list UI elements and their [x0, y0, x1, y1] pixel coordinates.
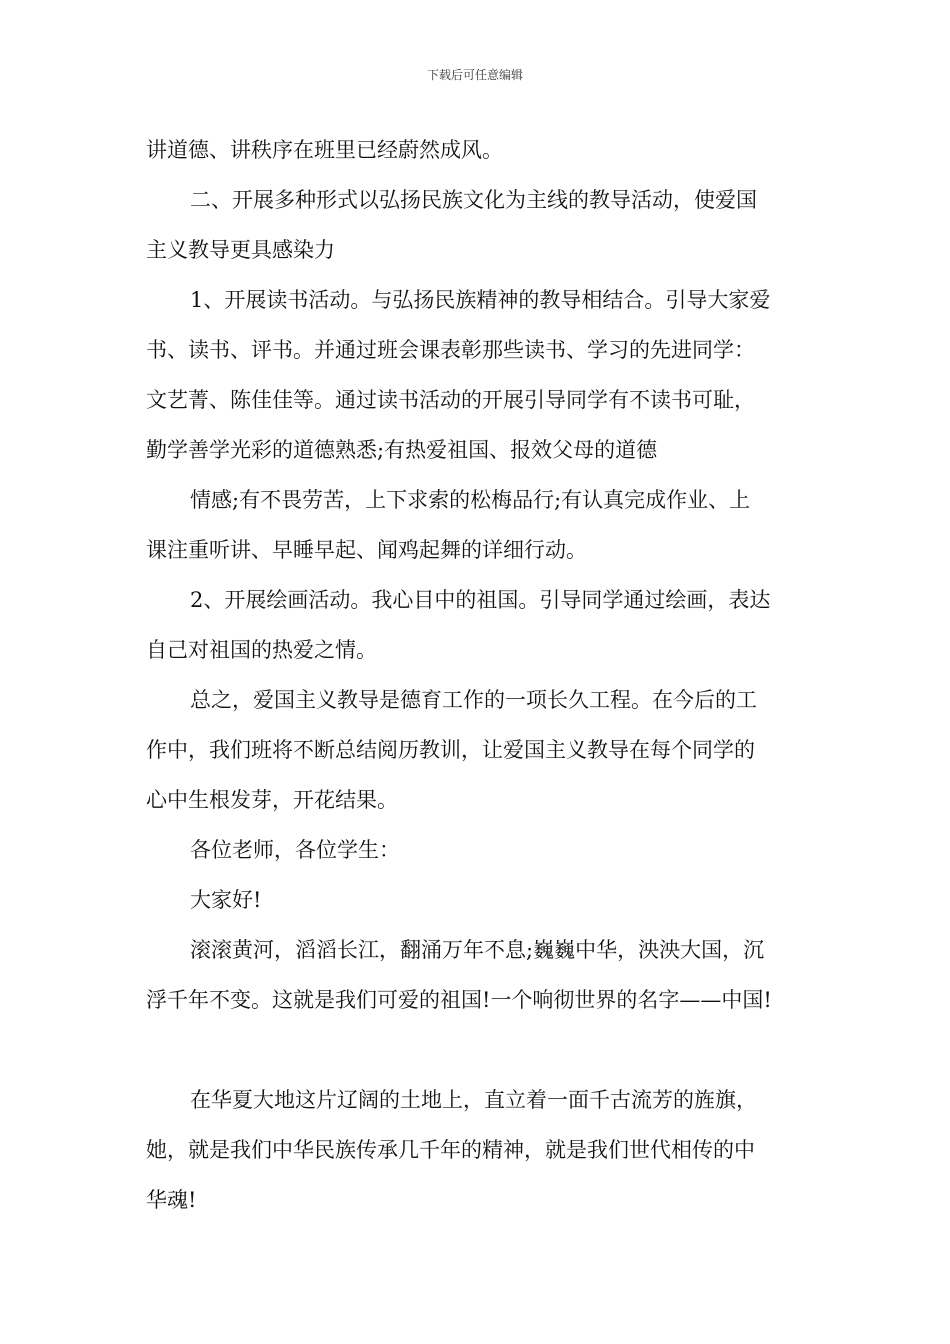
text-line: 华魂!	[146, 1188, 197, 1212]
text-line: 在华夏大地这片辽阔的土地上，直立着一面千古流芳的旌旗，	[190, 1088, 757, 1112]
section-heading: 主义教导更具感染力	[146, 238, 335, 262]
text-line: 浮千年不变。这就是我们可爱的祖国!一个响彻世界的名字——中国!	[146, 988, 772, 1012]
page-header: 下载后可任意编辑	[426, 68, 523, 82]
text-line: 勤学善学光彩的道德熟悉;有热爱祖国、报效父母的道德	[146, 438, 658, 462]
text-line: 滚滚黄河，滔滔长江，翻涌万年不息;巍巍中华，泱泱大国，沉	[190, 938, 765, 962]
text-line: 课注重听讲、早睡早起、闻鸡起舞的详细行动。	[146, 538, 587, 562]
text-line: 她，就是我们中华民族传承几千年的精神，就是我们世代相传的中	[146, 1138, 755, 1162]
greeting: 大家好!	[190, 888, 262, 912]
text-line: 自己对祖国的热爱之情。	[146, 638, 377, 662]
text-line: 书、读书、评书。并通过班会课表彰那些读书、学习的先进同学：	[146, 338, 755, 362]
text-line: 讲道德、讲秩序在班里已经蔚然成风。	[146, 138, 503, 162]
section-heading: 二、开展多种形式以弘扬民族文化为主线的教导活动，使爱国	[190, 188, 757, 212]
text-line: 情感;有不畏劳苦，上下求索的松梅品行;有认真完成作业、上	[190, 488, 751, 512]
text-line: 1、开展读书活动。与弘扬民族精神的教导相结合。引导大家爱	[190, 288, 771, 312]
text-line: 2、开展绘画活动。我心目中的祖国。引导同学通过绘画，表达	[190, 588, 771, 612]
salutation: 各位老师，各位学生：	[190, 838, 400, 862]
text-line: 作中，我们班将不断总结阅历教训，让爱国主义教导在每个同学的	[146, 738, 755, 762]
text-line: 文艺菁、陈佳佳等。通过读书活动的开展引导同学有不读书可耻，	[146, 388, 755, 412]
text-line: 心中生根发芽，开花结果。	[146, 788, 398, 812]
text-line: 总之，爱国主义教导是德育工作的一项长久工程。在今后的工	[190, 688, 757, 712]
